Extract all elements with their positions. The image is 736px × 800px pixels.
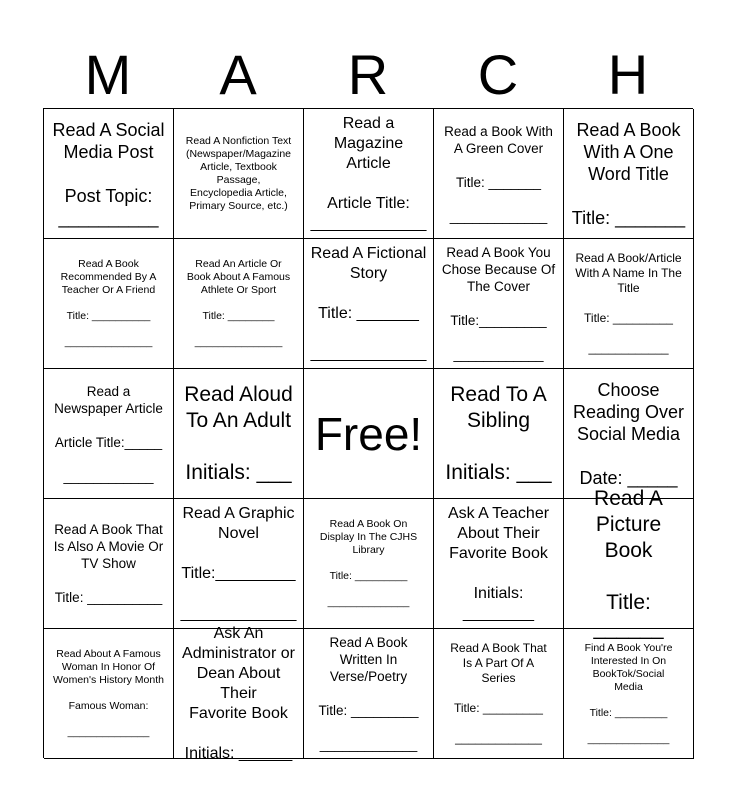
bingo-cell-text: Read a Newspaper Article Article Title:_____ ____________ — [54, 383, 163, 484]
bingo-cell — [564, 486, 694, 640]
bingo-cell — [44, 369, 174, 499]
bingo-cell — [174, 369, 304, 499]
bingo-cell-text: Read a Book With A Green Cover Title: _______ _____________ — [444, 123, 553, 224]
bingo-cell-text: Read Aloud To An Adult Initials: ___ — [184, 382, 293, 484]
bingo-cell-text: Read A Book With A One Word Title Title: _______ — [571, 119, 686, 228]
header-letter-5: H — [607, 43, 649, 106]
bingo-cell-text: Read To A Sibling Initials: ___ — [445, 382, 552, 484]
bingo-cell — [564, 369, 694, 499]
bingo-cell-text: Read A Social Media Post Post Topic: __________ — [52, 119, 165, 228]
bingo-cell — [44, 629, 174, 759]
bingo-cell — [434, 499, 564, 629]
bingo-cell-text: Free! — [314, 407, 423, 460]
bingo-cell — [434, 629, 564, 759]
bingo-header — [43, 42, 693, 108]
bingo-cell-text: Read A Book Written In Verse/Poetry Title: _________ _____________ — [318, 635, 419, 752]
bingo-cell-text: Read A Fictional Story Title: _______ _____________ — [310, 244, 427, 362]
bingo-cell-text: Read About A Famous Woman In Honor Of Women's History Month Famous Woman: ______________ — [53, 648, 164, 738]
bingo-cell — [44, 109, 174, 239]
bingo-cell-text: Read An Article Or Book About A Famous Athlete Or Sport Title: ________ _______________ — [186, 258, 291, 348]
bingo-cell — [44, 499, 174, 629]
header-letter-3: R — [347, 43, 389, 106]
bingo-cell — [44, 239, 174, 369]
bingo-cell-text: Find A Book You're Interested In On BookTok/Social Media Title: _________ ______________ — [584, 641, 673, 745]
bingo-cell-text: Ask A Teacher About Their Favorite Book Initials: ________ — [447, 504, 550, 622]
bingo-cell-text: Read A Graphic Novel Title:_________ _____________ — [180, 504, 297, 622]
bingo-cell-text: Read A Nonfiction Text (Newspaper/Magazine Article, Textbook Passage, Encyclopedia Article, Primary Source, etc.) — [185, 134, 292, 212]
bingo-cell-text: Read A Book That Is Also A Movie Or TV Show Title: __________ — [53, 522, 164, 605]
bingo-cell — [434, 109, 564, 239]
bingo-cell-text: Read A Book That Is A Part Of A Series Title: _________ _____________ — [450, 641, 547, 745]
bingo-cell — [304, 109, 434, 239]
header-letter-2: A — [219, 43, 257, 106]
bingo-cell — [174, 239, 304, 369]
bingo-cell-text: Read A Book On Display In The CJHS Library Title: _________ ______________ — [319, 518, 418, 608]
bingo-cell — [304, 629, 434, 759]
bingo-cell — [304, 239, 434, 369]
bingo-cell — [564, 239, 694, 369]
bingo-cell — [174, 109, 304, 239]
bingo-cell — [304, 369, 434, 499]
bingo-grid — [43, 108, 693, 762]
bingo-cell — [304, 499, 434, 629]
bingo-cell-text: Read A Book/Article With A Name In The Title Title: _________ ____________ — [575, 251, 682, 355]
bingo-cell-text: Read A Picture Book Title: ______ — [593, 486, 664, 640]
bingo-cell — [174, 624, 304, 762]
bingo-cell-text: Read A Book You Chose Because Of The Cover Title:_________ ____________ — [441, 245, 556, 362]
header-letter-4: C — [477, 43, 519, 106]
bingo-cell — [564, 629, 694, 759]
header-letter-1: M — [84, 43, 132, 106]
bingo-cell — [564, 109, 694, 239]
bingo-cell — [434, 369, 564, 499]
bingo-cell-text: Read a Magazine Article Article Title: _____________ — [310, 114, 427, 232]
bingo-cell — [434, 239, 564, 369]
bingo-cell-text: Choose Reading Over Social Media Date: _____ — [572, 379, 685, 488]
bingo-cell-text: Read A Book Recommended By A Teacher Or A Friend Title: __________ _______________ — [60, 258, 157, 348]
bingo-cell — [174, 499, 304, 629]
bingo-cell-text: Ask An Administrator or Dean About Their Favorite Book Initials: ______ — [182, 624, 295, 762]
